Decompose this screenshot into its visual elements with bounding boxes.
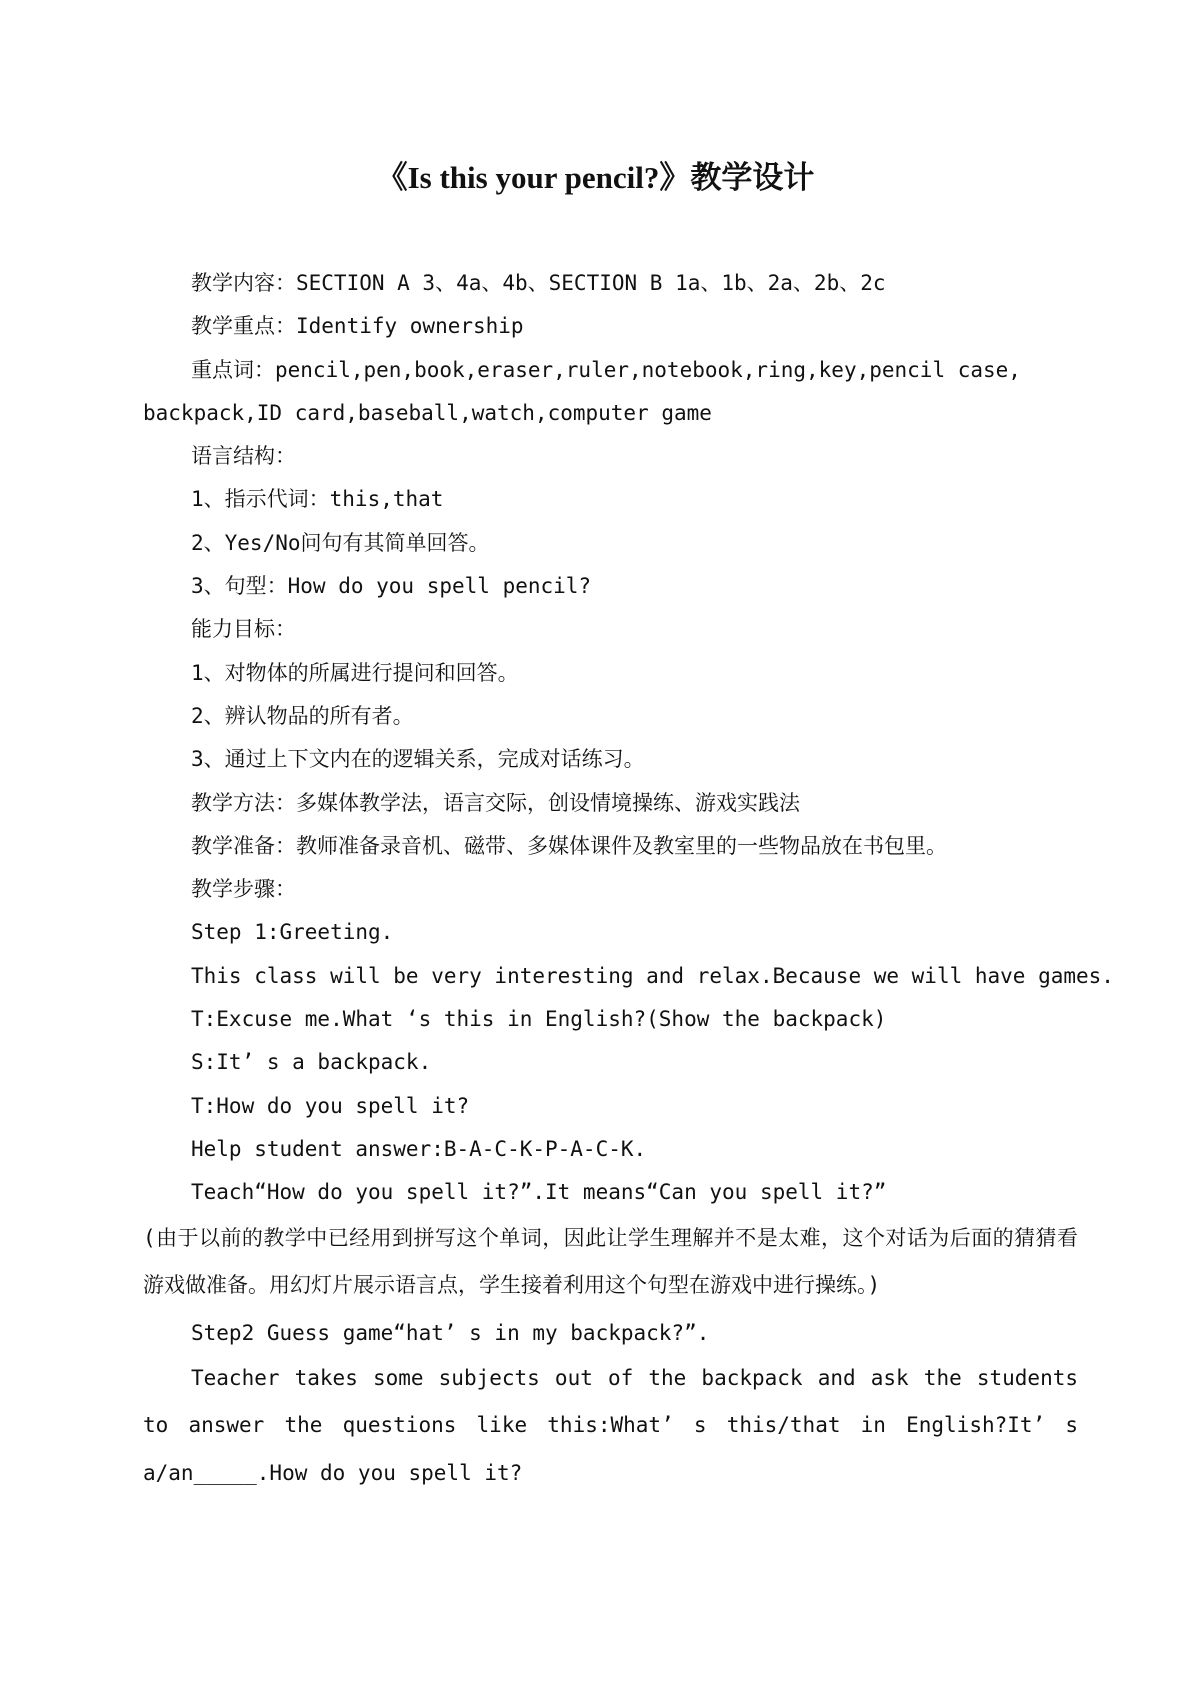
text-line-structure-2: 2、Yes/No问句有其简单回答。: [191, 530, 490, 555]
text-line-teaching-preparation: 教学准备：教师准备录音机、磁带、多媒体课件及教室里的一些物品放在书包里。: [191, 833, 947, 858]
text-line-structure-1: 1、指示代词：this,that: [191, 487, 444, 512]
text-line-teaching-method: 教学方法：多媒体教学法，语言交际，创设情境操练、游戏实践法: [191, 790, 800, 815]
note-paragraph: (由于以前的教学中已经用到拼写这个单词，因此让学生理解并不是太难，这个对话为后面的猜猜看游戏做准备。用幻灯片展示语言点，学生接着利用这个句型在游戏中进行操练。): [143, 1225, 1078, 1298]
text-line-goal-1: 1、对物体的所属进行提问和回答。: [191, 660, 519, 685]
text-line-key-words: 重点词：pencil,pen,book,eraser,ruler,notebook,ring,key,pencil case,: [191, 357, 1021, 382]
text-line-teaching-focus: 教学重点：Identify ownership: [191, 314, 524, 339]
text-line-step-2: Step2 Guess game“hat’ s in my backpack?”.: [191, 1320, 710, 1345]
text-line-teacher-spell: T:How do you spell it?: [191, 1093, 470, 1118]
final-paragraph: Teacher takes some subjects out of the backpack and ask the students to answer the questions like this:What’ s this/that in English?It’ s a/an_____.How do you spell it?: [143, 1365, 1078, 1485]
text-line-ability-goals: 能力目标：: [191, 617, 296, 642]
text-line-key-words-continued: backpack,ID card,baseball,watch,computer game: [143, 400, 712, 425]
document-body: [143, 262, 1114, 1497]
text-line-structure-3: 3、句型：How do you spell pencil?: [191, 574, 592, 599]
text-line-teaching-content: 教学内容：SECTION A 3、4a、4b、SECTION B 1a、1b、2a、2b、2c: [191, 271, 886, 295]
text-line-language-structure: 语言结构：: [191, 444, 296, 469]
text-line-step-1: Step 1:Greeting.: [191, 920, 394, 945]
text-line-goal-3: 3、通过上下文内在的逻辑关系，完成对话练习。: [191, 747, 645, 772]
text-line-teach-phrase: Teach“How do you spell it?”.It means“Can you spell it?”: [191, 1180, 887, 1205]
text-line-teacher-question: T:Excuse me.What ‘s this in English?(Show the backpack): [191, 1007, 887, 1032]
text-line-teaching-steps: 教学步骤：: [191, 877, 296, 902]
document-title: 《Is this your pencil?》教学设计: [376, 160, 815, 195]
text-line-student-answer: S:It’ s a backpack.: [191, 1050, 432, 1075]
text-line-goal-2: 2、辨认物品的所有者。: [191, 703, 414, 728]
text-line-class-intro: This class will be very interesting and relax.Because we will have games.: [191, 963, 1114, 988]
text-line-help-answer: Help student answer:B-A-C-K-P-A-C-K.: [191, 1136, 647, 1161]
